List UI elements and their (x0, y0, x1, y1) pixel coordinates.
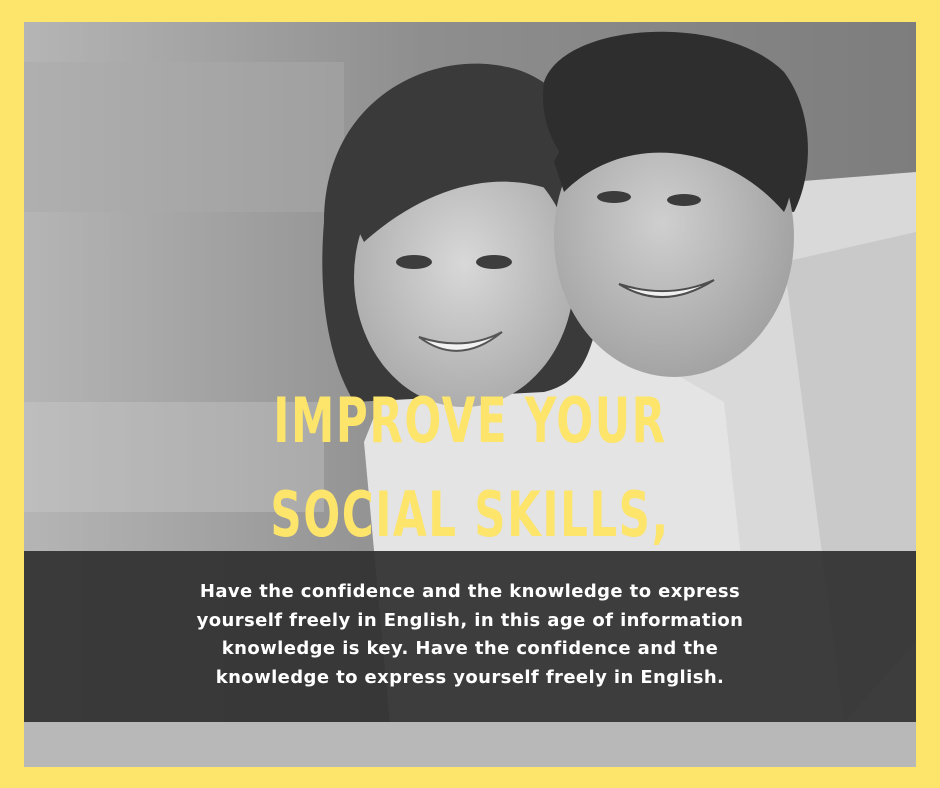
body-paragraph (24, 578, 916, 692)
body-line: knowledge to express yourself freely in English. (215, 666, 725, 688)
headline-line-1: IMPROVE YOUR (273, 384, 667, 457)
body-line: Have the confidence and the knowledge to express (199, 581, 741, 602)
body-line: yourself freely in English, in this age of information (196, 609, 744, 631)
headline-line-2: SOCIAL SKILLS, (270, 478, 670, 551)
body-line: knowledge is key. Have the confidence and the (221, 638, 719, 659)
